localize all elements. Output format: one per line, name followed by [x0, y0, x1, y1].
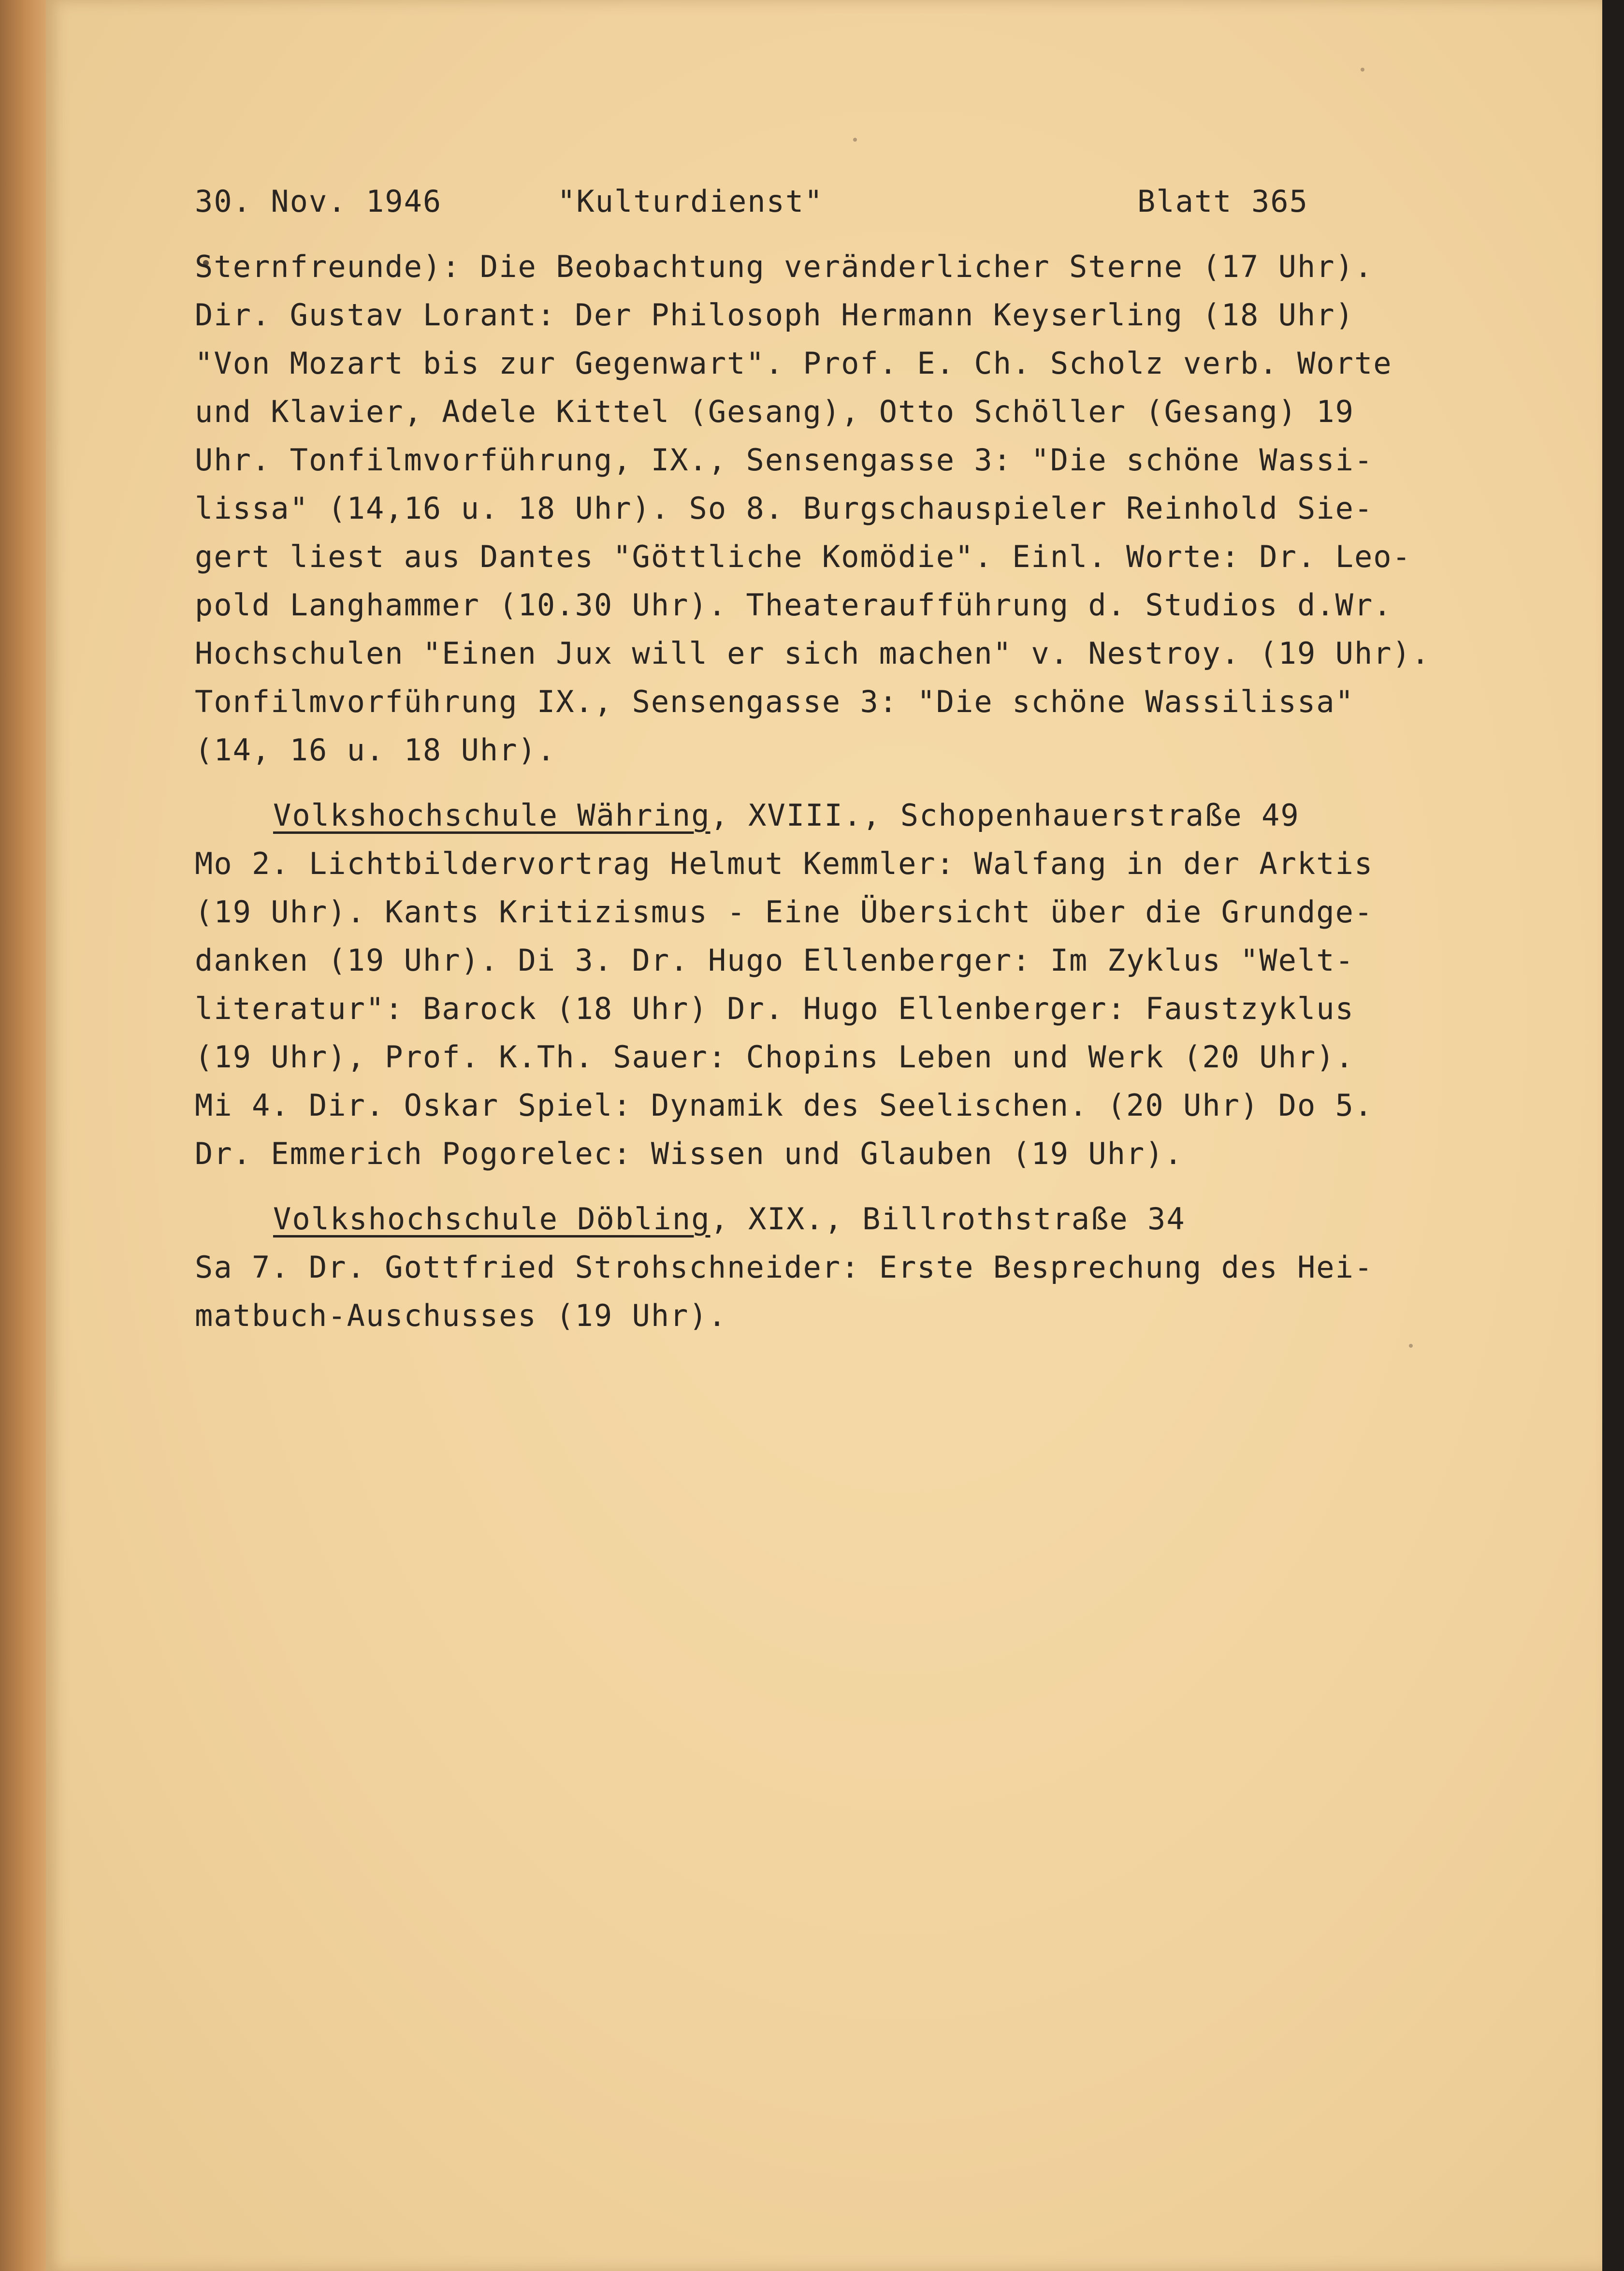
text-line: Uhr. Tonfilmvorführung, IX., Sensengasse 3: "Die schöne Wassi- — [195, 442, 1374, 478]
text-line: und Klavier, Adele Kittel (Gesang), Otto Schöller (Gesang) 19 — [195, 394, 1354, 429]
paper-speck — [1409, 1344, 1413, 1348]
section-heading-address: , XVIII., Schopenhauerstraße 49 — [710, 798, 1300, 833]
section-heading-title: Volkshochschule Währing — [273, 798, 710, 833]
text-line: Mi 4. Dir. Oskar Spiel: Dynamik des Seelischen. (20 Uhr) Do 5. — [195, 1088, 1374, 1123]
scanner-border — [1602, 0, 1624, 2271]
text-line: Sa 7. Dr. Gottfried Strohschneider: Erste Besprechung des Hei- — [195, 1250, 1374, 1285]
text-line: Hochschulen "Einen Jux will er sich machen" v. Nestroy. (19 Uhr). — [195, 636, 1431, 671]
text-line: pold Langhammer (10.30 Uhr). Theateraufführung d. Studios d.Wr. — [195, 587, 1392, 623]
paper-speck — [1361, 68, 1364, 72]
document-page — [46, 0, 1602, 2271]
text-line: (14, 16 u. 18 Uhr). — [195, 732, 556, 768]
section-heading-title: Volkshochschule Döbling — [273, 1201, 710, 1237]
text-line: "Von Mozart bis zur Gegenwart". Prof. E. Ch. Scholz verb. Worte — [195, 346, 1392, 381]
text-line: Dir. Gustav Lorant: Der Philosoph Hermann Keyserling (18 Uhr) — [195, 297, 1354, 333]
text-line: literatur": Barock (18 Uhr) Dr. Hugo Ellenberger: Faustzyklus — [195, 991, 1354, 1026]
paper-speck — [853, 138, 857, 142]
text-line: matbuch-Auschusses (19 Uhr). — [195, 1298, 727, 1333]
header-date: 30. Nov. 1946 — [195, 184, 442, 219]
section-heading-address: , XIX., Billrothstraße 34 — [710, 1201, 1186, 1237]
text-line: Mo 2. Lichtbildervortrag Helmut Kemmler: Walfang in der Arktis — [195, 846, 1374, 881]
section-heading — [273, 1201, 1186, 1237]
header-sheet-number: Blatt 365 — [1137, 184, 1308, 219]
page-header — [195, 184, 1403, 227]
text-line: Sternfreunde): Die Beobachtung veränderlicher Sterne (17 Uhr). — [195, 249, 1374, 284]
text-line: (19 Uhr), Prof. K.Th. Sauer: Chopins Leben und Werk (20 Uhr). — [195, 1039, 1354, 1075]
text-line: lissa" (14,16 u. 18 Uhr). So 8. Burgschauspieler Reinhold Sie- — [195, 491, 1374, 526]
text-line: danken (19 Uhr). Di 3. Dr. Hugo Ellenberger: Im Zyklus "Welt- — [195, 943, 1354, 978]
text-line: (19 Uhr). Kants Kritizismus - Eine Übersicht über die Grundge- — [195, 894, 1374, 930]
text-line: gert liest aus Dantes "Göttliche Komödie". Einl. Worte: Dr. Leo- — [195, 539, 1411, 574]
header-title: "Kulturdienst" — [557, 184, 824, 219]
section-heading — [273, 798, 1300, 833]
binding-edge — [0, 0, 46, 2271]
text-line: Dr. Emmerich Pogorelec: Wissen und Glauben (19 Uhr). — [195, 1136, 1184, 1171]
text-line: Tonfilmvorführung IX., Sensengasse 3: "Die schöne Wassilissa" — [195, 684, 1354, 719]
